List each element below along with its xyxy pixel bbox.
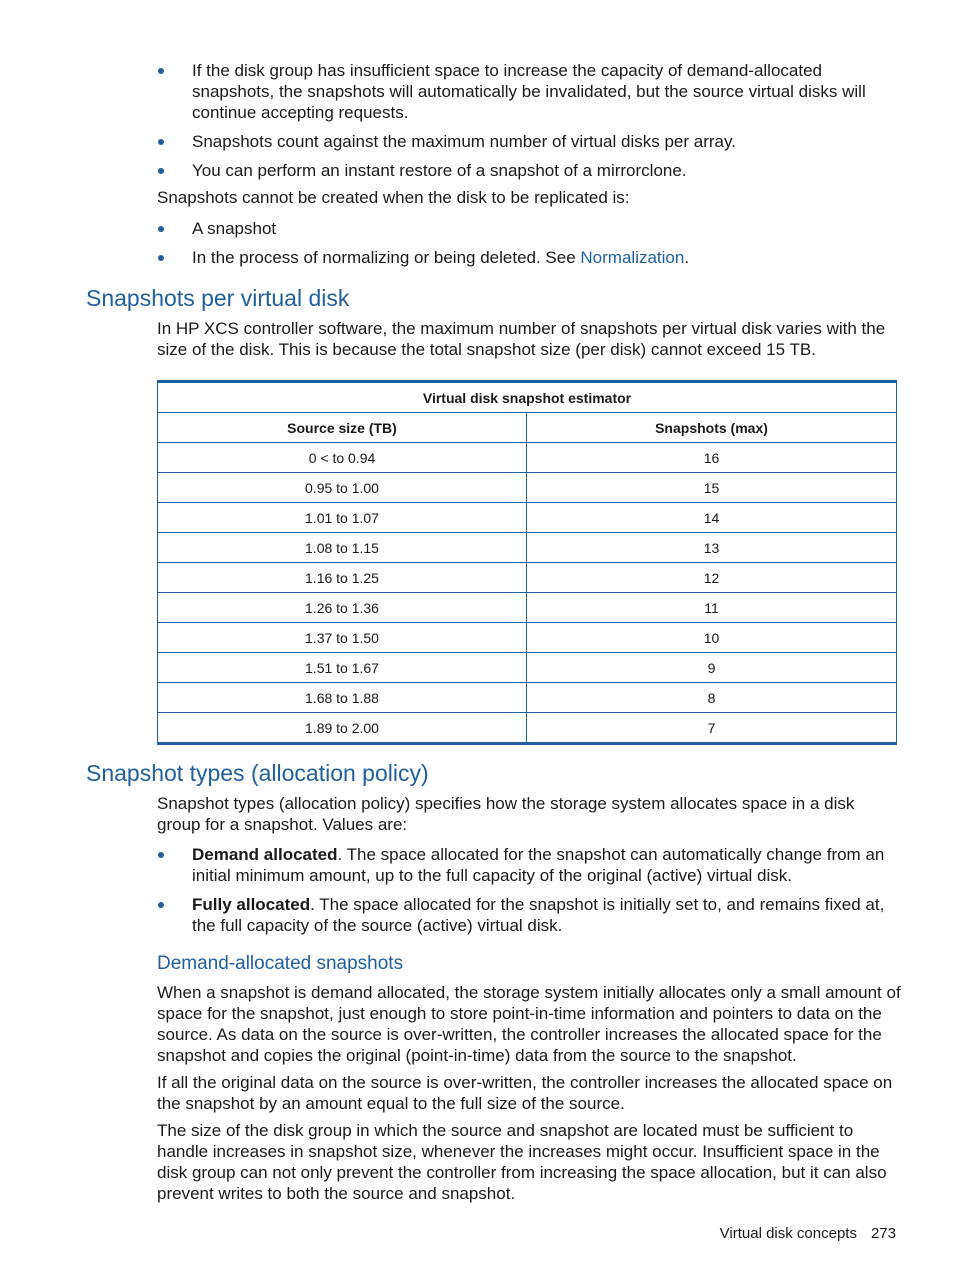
- table-cell: 1.08 to 1.15: [158, 533, 527, 563]
- list-item: Snapshots count against the maximum number of virtual disks per array.: [157, 131, 902, 152]
- table-row: [158, 653, 897, 683]
- bullet-icon: [158, 255, 164, 261]
- table-row: [158, 503, 897, 533]
- table-cell: 1.37 to 1.50: [158, 623, 527, 653]
- list-item: A snapshot: [157, 218, 902, 239]
- list-item: If the disk group has insufficient space to increase the capacity of demand-allocated snapshots, the snapshots will automatically be invalidated, but the source virtual disks will continue accepting requests.: [157, 60, 902, 123]
- intro-bullet-list: [157, 60, 902, 189]
- column-header: Source size (TB): [158, 413, 527, 443]
- normalization-link[interactable]: Normalization: [580, 248, 685, 267]
- allocation-policy-list: [157, 844, 902, 944]
- bullet-icon: [158, 168, 164, 174]
- table-cell: 12: [527, 563, 897, 593]
- section2-body: Snapshot types (allocation policy) specifies how the storage system allocates space in a disk group for a snapshot. Values are:: [157, 794, 855, 834]
- table-cell: 15: [527, 473, 897, 503]
- table-row: [158, 473, 897, 503]
- table-cell: 8: [527, 683, 897, 713]
- table-row: [158, 713, 897, 744]
- table-cell: 0.95 to 1.00: [158, 473, 527, 503]
- snapshot-estimator-table: [157, 380, 897, 745]
- subsection-heading-demand-allocated: Demand-allocated snapshots: [157, 953, 404, 974]
- table-cell: 13: [527, 533, 897, 563]
- table-row: [158, 683, 897, 713]
- table-caption: Virtual disk snapshot estimator: [158, 382, 897, 413]
- cannot-create-intro: Snapshots cannot be created when the disk to be replicated is:: [157, 188, 630, 207]
- table-cell: 1.68 to 1.88: [158, 683, 527, 713]
- page-footer: [720, 1223, 896, 1244]
- bullet-icon: [158, 68, 164, 74]
- list-item: You can perform an instant restore of a snapshot of a mirrorclone.: [157, 160, 902, 181]
- section-heading-snapshot-types: Snapshot types (allocation policy): [86, 760, 429, 786]
- table-cell: 1.26 to 1.36: [158, 593, 527, 623]
- table-row: [158, 443, 897, 473]
- bullet-icon: [158, 139, 164, 145]
- list-item: Fully allocated. The space allocated for the snapshot is initially set to, and remains fixed at, the full capacity of the source (active) virtual disk.: [157, 894, 902, 936]
- column-header: Snapshots (max): [527, 413, 897, 443]
- bullet-icon: [158, 902, 164, 908]
- table-row: [158, 563, 897, 593]
- table-cell: 1.16 to 1.25: [158, 563, 527, 593]
- section3-paragraph: If all the original data on the source is over-written, the controller increases the allocated space on the snapshot by an amount equal to the full size of the source.: [157, 1073, 893, 1113]
- page-number: 273: [870, 1225, 896, 1242]
- table-cell: 1.01 to 1.07: [158, 503, 527, 533]
- table-cell: 1.89 to 2.00: [158, 713, 527, 744]
- table-cell: 1.51 to 1.67: [158, 653, 527, 683]
- table-cell: 16: [527, 443, 897, 473]
- table-cell: 0 < to 0.94: [158, 443, 527, 473]
- bullet-icon: [158, 852, 164, 858]
- section3-paragraph: When a snapshot is demand allocated, the storage system initially allocates only a small amount of space for the snapshot, just enough to store point-in-time information and pointers to data on the source. As data on the source is over-written, the controller increases the allocated space for the snapshot and copies the original (point-in-time) data from the source to the snapshot.: [157, 983, 901, 1065]
- list-item: In the process of normalizing or being deleted. See Normalization.: [157, 247, 902, 268]
- table-cell: 14: [527, 503, 897, 533]
- bullet-icon: [158, 226, 164, 232]
- list-item: Demand allocated. The space allocated for the snapshot can automatically change from an initial minimum amount, up to the full capacity of the original (active) virtual disk.: [157, 844, 902, 886]
- table-row: [158, 593, 897, 623]
- footer-section-title: Virtual disk concepts: [719, 1225, 857, 1242]
- section-heading-snapshots-per-disk: Snapshots per virtual disk: [86, 285, 350, 311]
- section1-body: In HP XCS controller software, the maximum number of snapshots per virtual disk varies with the size of the disk. This is because the total snapshot size (per disk) cannot exceed 15 TB.: [157, 319, 886, 359]
- table-cell: 9: [527, 653, 897, 683]
- table-cell: 10: [527, 623, 897, 653]
- cannot-create-list: [157, 218, 902, 276]
- table-cell: 7: [527, 713, 897, 744]
- table-cell: 11: [527, 593, 897, 623]
- section3-paragraph: The size of the disk group in which the source and snapshot are located must be sufficient to handle increases in snapshot size, whenever the increases might occur. Insufficient space in the disk group can not only prevent the controller from increasing the space allocation, but it can also prevent writes to both the source and snapshot.: [157, 1121, 887, 1203]
- table-row: [158, 623, 897, 653]
- table-row: [158, 533, 897, 563]
